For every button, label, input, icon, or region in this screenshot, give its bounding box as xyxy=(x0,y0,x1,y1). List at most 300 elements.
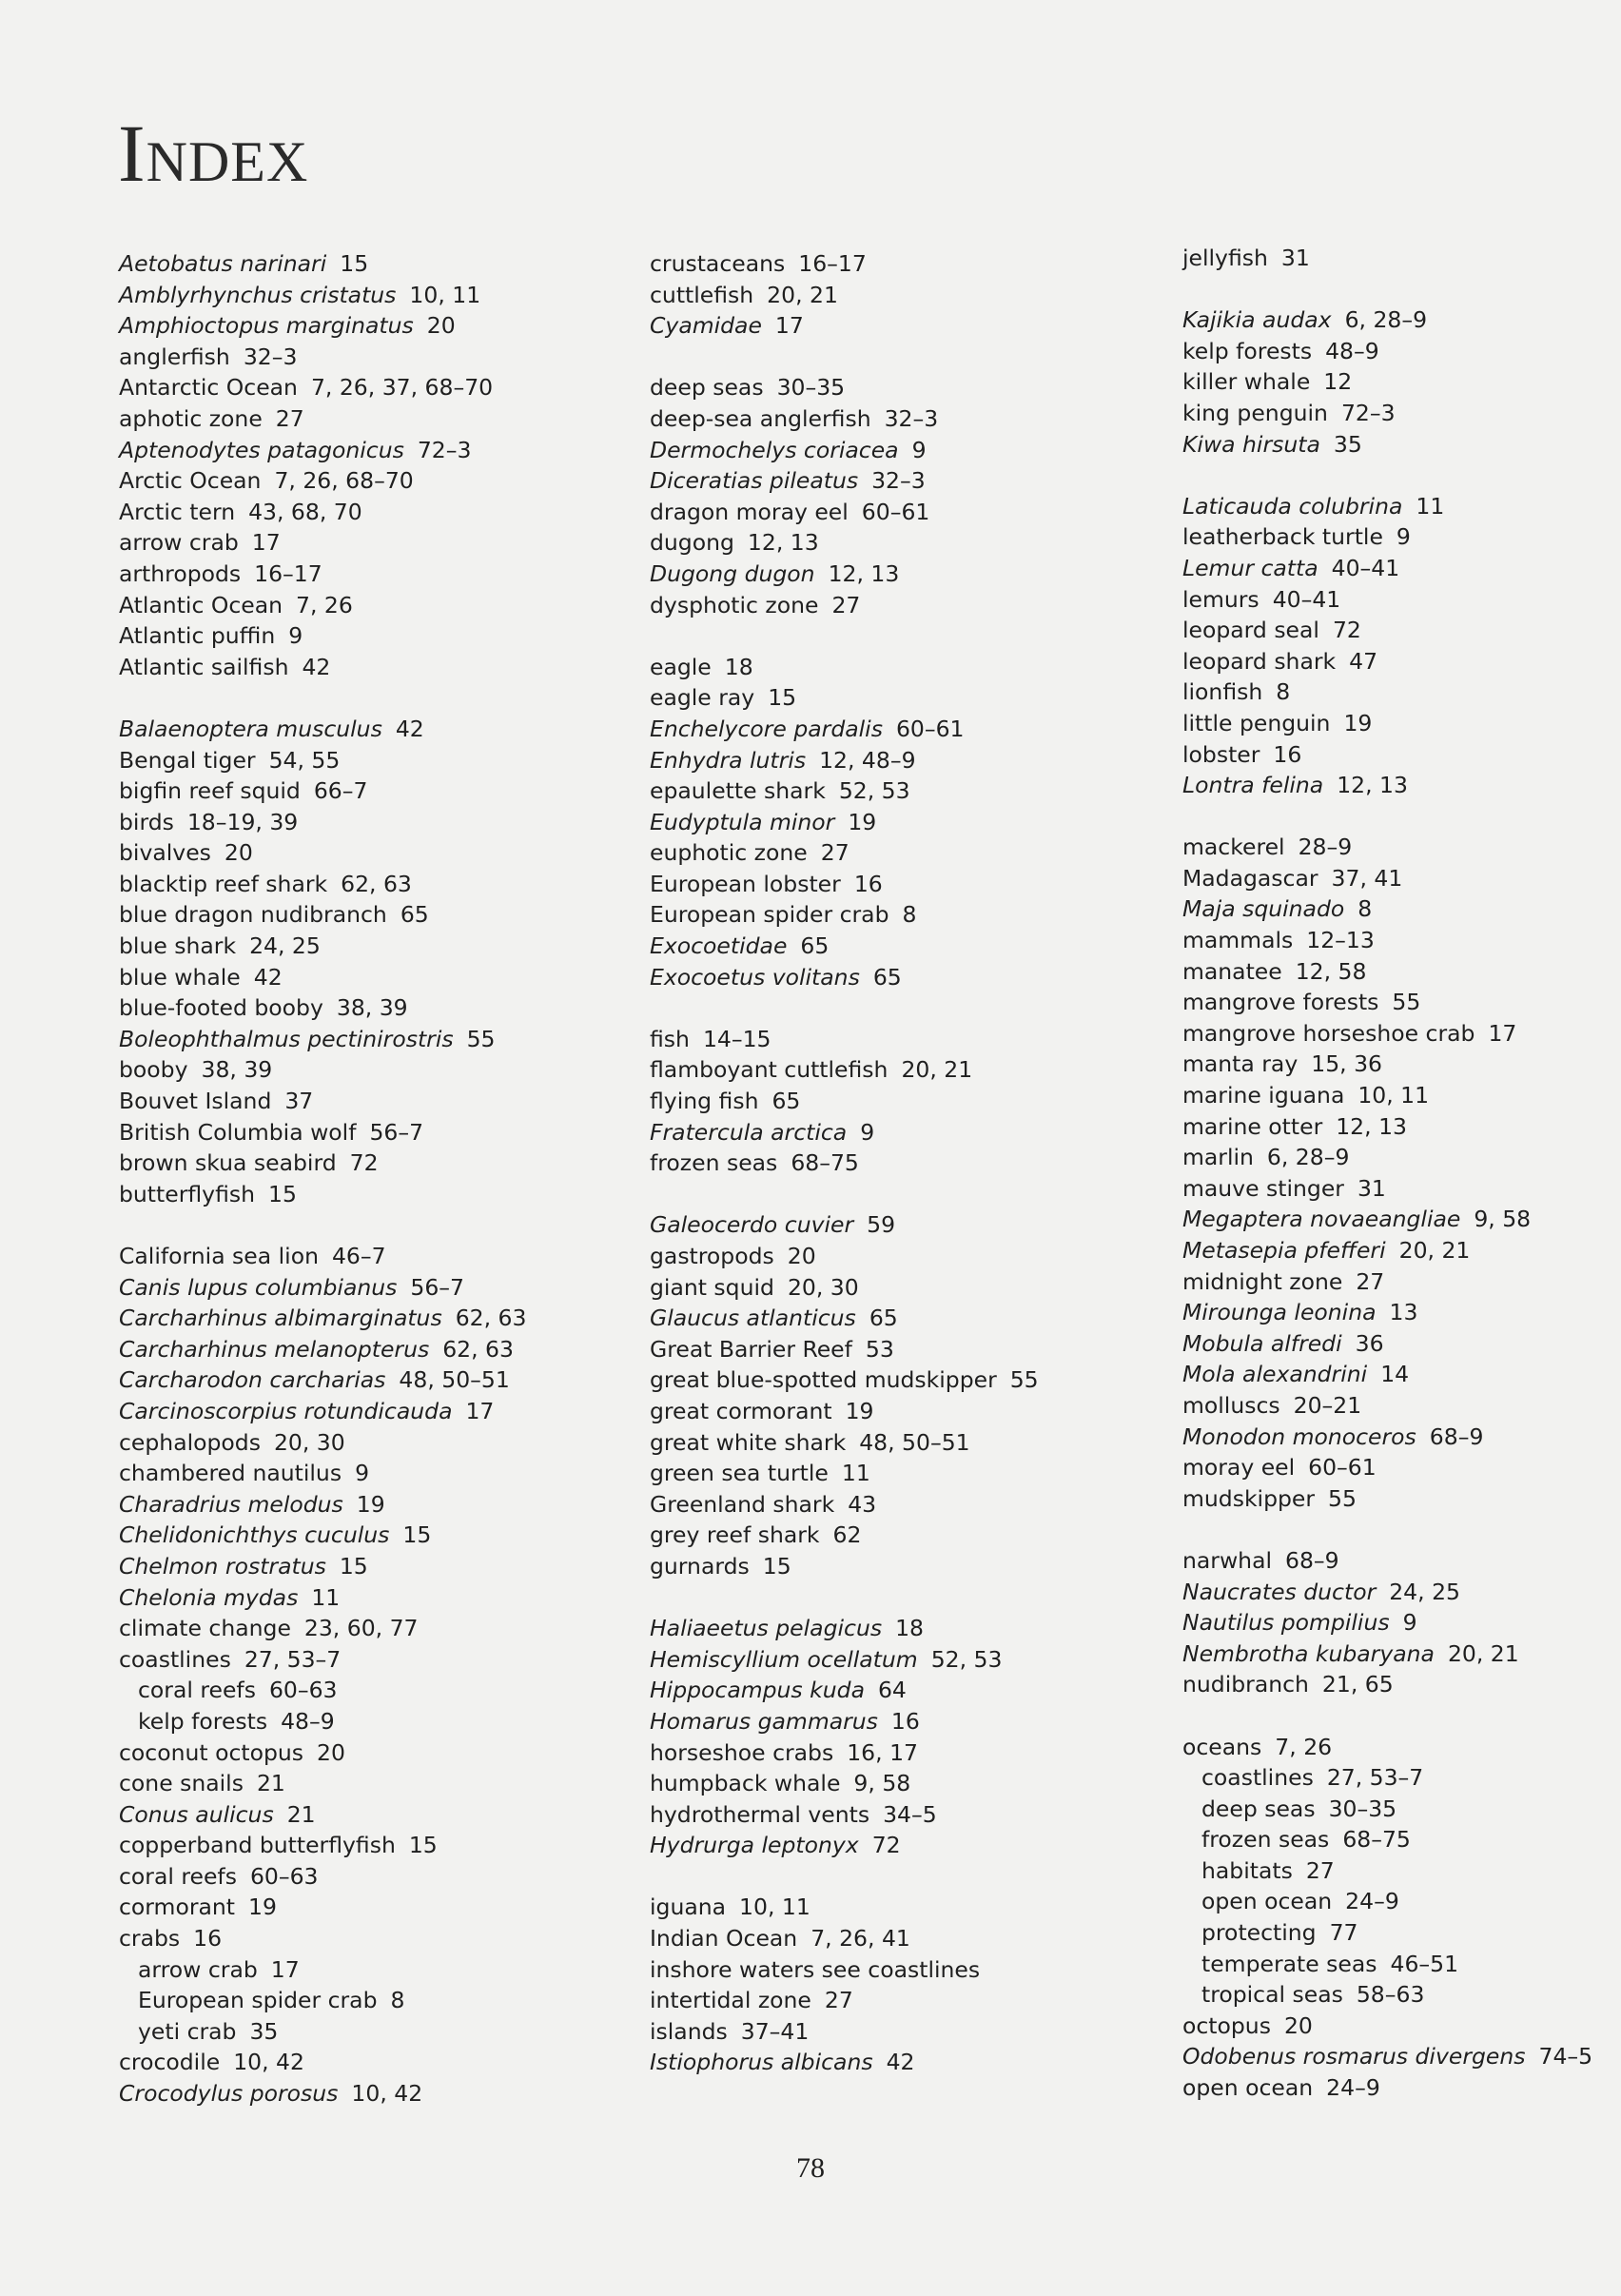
index-entry xyxy=(650,1768,1182,1799)
entry-pages: 27, 53–7 xyxy=(1326,1764,1424,1792)
index-entry xyxy=(119,1054,652,1086)
entry-term: Metasepia pfefferi xyxy=(1182,1237,1386,1264)
entry-term: lemurs xyxy=(1182,585,1260,613)
index-entry xyxy=(119,745,652,776)
index-entry xyxy=(1182,1732,1621,1763)
letter-group-gap xyxy=(650,1179,1182,1210)
index-entry xyxy=(650,310,1182,342)
entry-pages: 12, 13 xyxy=(1337,772,1408,799)
entry-pages: 28–9 xyxy=(1298,834,1353,861)
entry-term: Lontra felina xyxy=(1182,772,1324,799)
entry-pages: 17 xyxy=(270,1955,300,1983)
index-entry xyxy=(119,559,652,590)
entry-term: copperband butterflyfish xyxy=(119,1832,396,1859)
index-entry xyxy=(119,962,652,993)
index-entry xyxy=(1182,863,1621,894)
entry-term: habitats xyxy=(1201,1856,1293,1884)
entry-term: butterflyfish xyxy=(119,1180,256,1207)
entry-pages: 9 xyxy=(911,436,927,463)
index-entry xyxy=(119,992,652,1024)
entry-term: Glaucus atlanticus xyxy=(650,1305,856,1332)
entry-term: Diceratias pileatus xyxy=(650,467,859,495)
entry-term: cuttlefish xyxy=(650,281,754,308)
entry-pages: 48, 50–51 xyxy=(859,1428,970,1456)
entry-term: moray eel xyxy=(1182,1454,1296,1482)
index-entry xyxy=(650,1644,1182,1676)
entry-pages: 35 xyxy=(249,2017,279,2045)
entry-term: Kiwa hirsuta xyxy=(1182,430,1320,458)
entry-pages: 52, 53 xyxy=(930,1645,1003,1673)
entry-term: Megaptera novaeangliae xyxy=(1182,1206,1461,1233)
entry-term: Naucrates ductor xyxy=(1182,1578,1377,1605)
entry-pages: 48–9 xyxy=(281,1707,335,1735)
entry-term: bivalves xyxy=(119,839,211,867)
index-entry xyxy=(119,1024,652,1055)
index-entry xyxy=(650,1054,1182,1086)
entry-pages: 16, 17 xyxy=(847,1738,918,1766)
index-entry xyxy=(119,1396,652,1427)
entry-pages: 32–3 xyxy=(243,343,298,370)
entry-pages: 21, 65 xyxy=(1321,1671,1394,1698)
entry-pages: 27, 53–7 xyxy=(244,1645,342,1673)
index-entry xyxy=(119,372,652,403)
entry-term: hydrothermal vents xyxy=(650,1800,870,1828)
entry-pages: 24–9 xyxy=(1345,1888,1399,1915)
entry-term: nudibranch xyxy=(1182,1671,1309,1698)
entry-term: Canis lupus columbianus xyxy=(119,1273,398,1301)
index-column-2 xyxy=(650,248,1182,2078)
index-subentry xyxy=(1182,1886,1621,1917)
entry-term: Carcharhinus melanopterus xyxy=(119,1335,430,1363)
entry-term: Fratercula arctica xyxy=(650,1118,848,1146)
page-title: Index xyxy=(118,108,309,199)
entry-term: arrow crab xyxy=(119,529,239,557)
index-entry xyxy=(650,1427,1182,1459)
entry-term: Hydrurga leptonyx xyxy=(650,1832,859,1859)
entry-term: booby xyxy=(119,1056,188,1084)
entry-pages: 20 xyxy=(426,312,456,340)
index-entry xyxy=(650,1613,1182,1644)
entry-term: coconut octopus xyxy=(119,1738,304,1766)
entry-pages: 11 xyxy=(1416,492,1445,520)
index-entry xyxy=(1182,491,1621,522)
entry-term: grey reef shark xyxy=(650,1521,820,1549)
entry-pages: 62, 63 xyxy=(442,1335,514,1363)
entry-term: marine otter xyxy=(1182,1112,1323,1140)
entry-pages: 9 xyxy=(355,1460,370,1487)
index-entry xyxy=(1182,366,1621,398)
entry-pages: 15 xyxy=(768,684,797,712)
entry-pages: 15 xyxy=(762,1552,791,1580)
entry-term: flying fish xyxy=(650,1088,759,1115)
entry-pages: 48–9 xyxy=(1325,337,1379,364)
entry-term: yeti crab xyxy=(138,2017,237,2045)
index-subentry xyxy=(119,1954,652,1986)
entry-term: Aetobatus narinari xyxy=(119,250,327,277)
index-entry xyxy=(650,1458,1182,1489)
index-entry xyxy=(119,1644,652,1676)
entry-term: mauve stinger xyxy=(1182,1174,1344,1202)
entry-pages: 10, 42 xyxy=(233,2049,304,2076)
index-entry xyxy=(119,1892,652,1923)
entry-term: marlin xyxy=(1182,1144,1254,1171)
entry-term: Kajikia audax xyxy=(1182,306,1332,334)
entry-pages: 21 xyxy=(286,1800,316,1828)
entry-pages: 53 xyxy=(865,1335,894,1363)
index-entry xyxy=(119,714,652,745)
entry-pages: 66–7 xyxy=(313,777,368,805)
entry-pages: 65 xyxy=(400,901,429,929)
index-entry xyxy=(650,403,1182,435)
index-entry xyxy=(650,590,1182,621)
entry-term: Galeocerdo cuvier xyxy=(650,1211,854,1239)
entry-pages: 68–9 xyxy=(1429,1423,1484,1450)
entry-pages: 55 xyxy=(1392,989,1421,1016)
entry-pages: 15 xyxy=(340,250,369,277)
entry-pages: 20, 21 xyxy=(1447,1639,1519,1667)
index-entry xyxy=(1182,1328,1621,1360)
index-entry xyxy=(650,837,1182,869)
entry-pages: 19 xyxy=(845,1397,874,1424)
entry-pages: 19 xyxy=(848,808,877,835)
entry-pages: 60–63 xyxy=(268,1677,338,1704)
entry-pages: 12, 48–9 xyxy=(819,746,916,774)
entry-term: giant squid xyxy=(650,1273,774,1301)
entry-pages: 16–17 xyxy=(254,559,322,587)
index-entry xyxy=(119,1489,652,1521)
entry-term: Maja squinado xyxy=(1182,895,1345,923)
index-entry xyxy=(1182,739,1621,771)
entry-term: mammals xyxy=(1182,927,1294,954)
index-entry xyxy=(119,465,652,497)
index-entry xyxy=(650,931,1182,962)
entry-term: arthropods xyxy=(119,559,242,587)
index-subentry xyxy=(1182,1949,1621,1980)
letter-group-gap xyxy=(119,1209,652,1241)
entry-term: flamboyant cuttlefish xyxy=(650,1056,889,1084)
index-entry xyxy=(1182,1111,1621,1143)
entry-pages: 12, 13 xyxy=(828,559,900,587)
entry-term: tropical seas xyxy=(1201,1981,1343,2009)
entry-term: Atlantic sailfish xyxy=(119,653,289,680)
index-entry xyxy=(650,1364,1182,1396)
entry-pages: 19 xyxy=(248,1894,277,1921)
index-entry xyxy=(650,1985,1182,2016)
entry-pages: 55 xyxy=(1328,1484,1357,1512)
entry-term: cephalopods xyxy=(119,1428,261,1456)
entry-pages: 62, 63 xyxy=(455,1305,527,1332)
entry-term: midnight zone xyxy=(1182,1267,1343,1295)
entry-term: blue whale xyxy=(119,963,241,991)
entry-term: arrow crab xyxy=(138,1955,258,1983)
index-entry xyxy=(1182,1297,1621,1328)
entry-term: Antarctic Ocean xyxy=(119,374,298,402)
entry-pages: 72 xyxy=(349,1149,379,1177)
index-entry xyxy=(1182,1422,1621,1453)
letter-group-gap xyxy=(650,1861,1182,1893)
entry-pages: 16–17 xyxy=(798,250,867,277)
index-entry xyxy=(1182,677,1621,708)
entry-term: crabs xyxy=(119,1925,181,1953)
entry-term: little penguin xyxy=(1182,709,1331,736)
index-subentry xyxy=(1182,1762,1621,1794)
entry-pages: 37 xyxy=(284,1088,314,1115)
index-entry xyxy=(1182,1483,1621,1515)
entry-term: eagle xyxy=(650,653,712,680)
index-entry xyxy=(650,899,1182,931)
index-entry xyxy=(650,527,1182,559)
entry-pages: 27 xyxy=(824,1987,853,2014)
entry-term: California sea lion xyxy=(119,1243,319,1269)
entry-term: Arctic Ocean xyxy=(119,467,262,495)
entry-pages: 30–35 xyxy=(1328,1795,1397,1822)
entry-pages: 72–3 xyxy=(1340,399,1396,426)
entry-term: Monodon monoceros xyxy=(1182,1423,1416,1450)
entry-pages: 6, 28–9 xyxy=(1266,1144,1350,1171)
index-entry xyxy=(650,745,1182,776)
entry-term: coastlines xyxy=(119,1645,231,1673)
entry-pages: 17 xyxy=(465,1397,495,1424)
index-entry xyxy=(119,1272,652,1304)
entry-pages: 40–41 xyxy=(1331,554,1400,581)
entry-term: Exocoetus volitans xyxy=(650,963,860,991)
index-entry xyxy=(1182,1204,1621,1235)
index-subentry xyxy=(1182,1824,1621,1855)
entry-term: deep-sea anglerfish xyxy=(650,404,871,432)
entry-pages: 12, 58 xyxy=(1295,957,1367,985)
entry-pages: 40–41 xyxy=(1272,585,1341,613)
index-entry xyxy=(650,435,1182,466)
index-entry xyxy=(650,2047,1182,2078)
entry-pages: 9 xyxy=(1396,523,1411,551)
entry-term: Great Barrier Reef xyxy=(650,1335,852,1363)
index-entry xyxy=(650,682,1182,714)
index-subentry xyxy=(119,2016,652,2048)
entry-term: horseshoe crabs xyxy=(650,1738,834,1766)
index-entry xyxy=(1182,584,1621,616)
index-entry xyxy=(1182,521,1621,553)
entry-term: fish xyxy=(650,1025,690,1052)
index-entry xyxy=(119,497,652,528)
entry-pages: 38, 39 xyxy=(201,1056,273,1084)
entry-pages: 9 xyxy=(1402,1609,1417,1637)
entry-term: Bengal tiger xyxy=(119,746,256,774)
entry-term: Charadrius melodus xyxy=(119,1490,343,1518)
entry-pages: 21 xyxy=(256,1770,285,1797)
entry-pages: 27 xyxy=(275,404,304,432)
index-entry xyxy=(1182,646,1621,677)
index-entry xyxy=(650,1086,1182,1117)
entry-term: Aptenodytes patagonicus xyxy=(119,436,404,463)
index-entry xyxy=(650,248,1182,280)
letter-group-gap xyxy=(1182,801,1621,833)
index-entry xyxy=(650,1396,1182,1427)
index-entry xyxy=(119,435,652,466)
entry-term: gastropods xyxy=(650,1243,774,1269)
index-entry xyxy=(119,280,652,311)
index-entry xyxy=(119,342,652,373)
entry-term: manta ray xyxy=(1182,1050,1299,1078)
entry-pages: 60–61 xyxy=(861,498,930,525)
entry-pages: 7, 26, 37, 68–70 xyxy=(310,374,494,402)
entry-pages: 15 xyxy=(402,1521,432,1549)
entry-pages: 27 xyxy=(1305,1856,1335,1884)
entry-term: deep seas xyxy=(1201,1795,1316,1822)
entry-pages: 12–13 xyxy=(1306,927,1375,954)
index-entry xyxy=(119,1364,652,1396)
entry-pages: 65 xyxy=(869,1305,898,1332)
entry-term: killer whale xyxy=(1182,368,1311,396)
entry-pages: 43 xyxy=(848,1490,877,1518)
entry-pages: 77 xyxy=(1329,1919,1358,1947)
entry-pages: 12 xyxy=(1323,368,1353,396)
entry-pages: 8 xyxy=(1276,678,1291,706)
index-subentry xyxy=(1182,1979,1621,2011)
entry-term: Dermochelys coriacea xyxy=(650,436,899,463)
entry-term: inshore waters see coastlines xyxy=(650,1955,981,1983)
entry-term: Hemiscyllium ocellatum xyxy=(650,1645,918,1673)
entry-pages: 65 xyxy=(771,1088,801,1115)
index-entry xyxy=(1182,2072,1621,2104)
index-subentry xyxy=(1182,1855,1621,1887)
entry-term: bigfin reef squid xyxy=(119,777,301,805)
entry-pages: 52, 53 xyxy=(838,777,910,805)
entry-pages: 47 xyxy=(1349,647,1378,675)
entry-pages: 20 xyxy=(787,1243,816,1269)
entry-term: great cormorant xyxy=(650,1397,832,1424)
entry-term: cone snails xyxy=(119,1770,244,1797)
entry-pages: 15 xyxy=(268,1180,297,1207)
letter-group-gap xyxy=(119,682,652,714)
entry-pages: 20 xyxy=(1283,2011,1313,2039)
index-entry xyxy=(650,1241,1182,1272)
index-entry xyxy=(119,1737,652,1769)
letter-group-gap xyxy=(650,1582,1182,1614)
index-entry xyxy=(650,1954,1182,1986)
entry-pages: 9 xyxy=(860,1118,875,1146)
entry-pages: 15 xyxy=(408,1832,438,1859)
index-entry xyxy=(650,1737,1182,1769)
entry-term: Eudyptula minor xyxy=(650,808,835,835)
index-entry xyxy=(119,1303,652,1334)
entry-pages: 18 xyxy=(895,1615,924,1642)
entry-pages: 14–15 xyxy=(702,1025,771,1052)
index-entry xyxy=(1182,553,1621,584)
entry-term: open ocean xyxy=(1201,1888,1333,1915)
entry-term: mangrove horseshoe crab xyxy=(1182,1019,1475,1047)
entry-pages: 19 xyxy=(1343,709,1373,736)
entry-pages: 42 xyxy=(302,653,331,680)
index-entry xyxy=(119,403,652,435)
index-entry xyxy=(650,1675,1182,1706)
entry-pages: 7, 26, 68–70 xyxy=(274,467,414,495)
index-entry xyxy=(650,1303,1182,1334)
index-entry xyxy=(650,1334,1182,1365)
entry-term: Amphioctopus marginatus xyxy=(119,312,414,340)
letter-group-gap xyxy=(1182,274,1621,305)
index-entry xyxy=(1182,429,1621,461)
index-entry xyxy=(650,497,1182,528)
index-entry xyxy=(1182,1390,1621,1422)
index-entry xyxy=(119,1923,652,1954)
entry-term: coral reefs xyxy=(119,1862,237,1890)
index-entry xyxy=(119,620,652,652)
entry-term: leopard seal xyxy=(1182,617,1319,644)
entry-term: Enhydra lutris xyxy=(650,746,807,774)
entry-pages: 32–3 xyxy=(884,404,939,432)
index-entry xyxy=(1182,398,1621,429)
entry-term: king penguin xyxy=(1182,399,1328,426)
letter-group-gap xyxy=(650,992,1182,1024)
index-entry xyxy=(119,1117,652,1148)
entry-term: aphotic zone xyxy=(119,404,263,432)
index-entry xyxy=(119,1520,652,1551)
index-entry xyxy=(119,1086,652,1117)
entry-term: crocodile xyxy=(119,2049,221,2076)
entry-pages: 15 xyxy=(339,1552,368,1580)
index-entry xyxy=(119,1768,652,1799)
entry-pages: 18 xyxy=(724,653,753,680)
index-entry xyxy=(119,1458,652,1489)
entry-pages: 31 xyxy=(1280,245,1310,271)
index-entry xyxy=(119,837,652,869)
entry-term: gurnards xyxy=(650,1552,750,1580)
entry-term: chambered nautilus xyxy=(119,1460,342,1487)
index-entry xyxy=(650,1024,1182,1055)
index-entry xyxy=(119,807,652,838)
entry-pages: 54, 55 xyxy=(268,746,341,774)
entry-pages: 16 xyxy=(890,1707,920,1735)
entry-term: kelp forests xyxy=(1182,337,1313,364)
index-entry xyxy=(119,1613,652,1644)
entry-pages: 37, 41 xyxy=(1331,864,1403,892)
letter-group-gap xyxy=(1182,1514,1621,1545)
letter-group-gap xyxy=(650,342,1182,373)
entry-pages: 9, 58 xyxy=(853,1770,911,1797)
entry-term: iguana xyxy=(650,1894,727,1921)
index-entry xyxy=(650,962,1182,993)
entry-pages: 72 xyxy=(1332,617,1361,644)
index-entry xyxy=(1182,1669,1621,1700)
index-entry xyxy=(1182,1607,1621,1639)
index-entry xyxy=(119,2047,652,2078)
entry-term: Greenland shark xyxy=(650,1490,835,1518)
index-entry xyxy=(650,1520,1182,1551)
index-entry xyxy=(119,310,652,342)
entry-pages: 20, 21 xyxy=(901,1056,973,1084)
entry-term: Carcinoscorpius rotundicauda xyxy=(119,1397,453,1424)
index-entry xyxy=(119,1241,652,1272)
entry-pages: 10, 11 xyxy=(1357,1082,1430,1109)
index-entry xyxy=(1182,1142,1621,1173)
index-entry xyxy=(650,775,1182,807)
entry-pages: 48, 50–51 xyxy=(399,1366,510,1394)
index-entry xyxy=(119,652,652,683)
entry-term: deep seas xyxy=(650,374,764,402)
entry-pages: 35 xyxy=(1333,430,1362,458)
index-entry xyxy=(1182,1235,1621,1266)
index-entry xyxy=(1182,956,1621,988)
entry-term: blacktip reef shark xyxy=(119,870,328,897)
entry-pages: 34–5 xyxy=(883,1800,937,1828)
entry-term: European spider crab xyxy=(138,1987,378,2014)
entry-pages: 17 xyxy=(1488,1019,1517,1047)
entry-term: blue shark xyxy=(119,932,237,960)
entry-term: Amblyrhynchus cristatus xyxy=(119,281,397,308)
entry-pages: 27 xyxy=(820,839,850,867)
entry-term: leopard shark xyxy=(1182,647,1337,675)
index-entry xyxy=(650,714,1182,745)
